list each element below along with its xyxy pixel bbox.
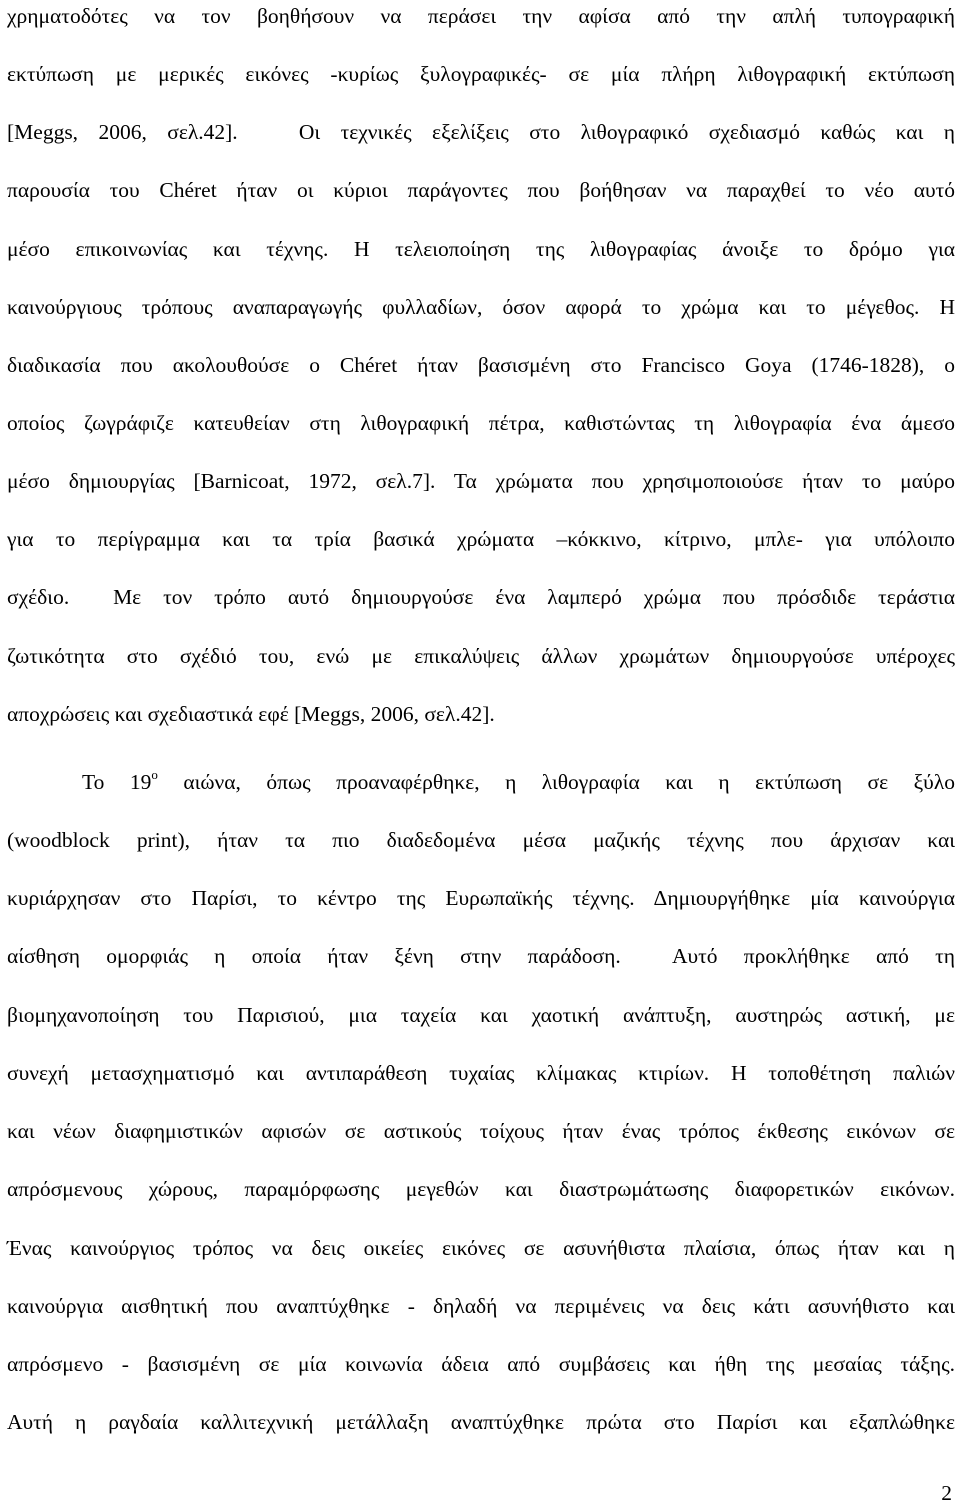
paragraph-1-line-8: οποίος ζωγράφιζε κατευθείαν στη λιθογραφική πέτρα, καθιστώντας τη λιθογραφία ένα άμεσο — [7, 411, 955, 435]
paragraph-1-line-6: καινούργιους τρόπους αναπαραγωγής φυλλαδίων, όσον αφορά το χρώμα και το μέγεθος. Η — [7, 295, 955, 319]
paragraph-1-line-3: [Meggs, 2006, σελ.42]. Οι τεχνικές εξελίξεις στο λιθογραφικό σχεδιασμό καθώς και η — [7, 120, 955, 144]
paragraph-1-line-7: διαδικασία που ακολουθούσε ο Chéret ήταν βασισμένη στο Francisco Goya (1746-1828), ο — [7, 353, 955, 377]
paragraph-2-line-10: καινούργια αισθητική που αναπτύχθηκε - δηλαδή να περιμένεις να δεις κάτι ασυνήθιστο και — [7, 1294, 955, 1318]
paragraph-1-line-11: σχέδιο. Με τον τρόπο αυτό δημιουργούσε ένα λαμπερό χρώμα που πρόσδιδε τεράστια — [7, 585, 955, 609]
paragraph-1-line-13: αποχρώσεις και σχεδιαστικά εφέ [Meggs, 2006, σελ.42]. — [7, 702, 495, 726]
paragraph-1-line-10: για το περίγραμμα και τα τρία βασικά χρώματα –κόκκινο, κίτρινο, μπλε- για υπόλοιπο — [7, 527, 955, 551]
paragraph-2-line-12: Αυτή η ραγδαία καλλιτεχνική μετάλλαξη αναπτύχθηκε πρώτα στο Παρίσι και εξαπλώθηκε — [7, 1410, 955, 1434]
paragraph-1-line-4: παρουσία του Chéret ήταν οι κύριοι παράγοντες που βοήθησαν να παραχθεί το νέο αυτό — [7, 178, 955, 202]
paragraph-2-lead-rest: αιώνα, όπως προαναφέρθηκε, η λιθογραφία και η εκτύπωση σε ξύλο — [157, 770, 956, 794]
paragraph-2-line-3: κυριάρχησαν στο Παρίσι, το κέντρο της Ευρωπαϊκής τέχνης. Δημιουργήθηκε μία καινούργια — [7, 886, 955, 910]
paragraph-2-line-1 — [82, 767, 955, 797]
paragraph-1-line-1: χρηματοδότες να τον βοηθήσουν να περάσει την αφίσα από την απλή τυπογραφική — [7, 4, 955, 28]
paragraph-1-line-5: μέσο επικοινωνίας και τέχνης. Η τελειοποίηση της λιθογραφίας άνοιξε το δρόμο για — [7, 237, 955, 261]
paragraph-2-line-8: απρόσμενους χώρους, παραμόρφωσης μεγεθών και διαστρωμάτωσης διαφορετικών εικόνων. — [7, 1177, 955, 1201]
paragraph-2-line-11: απρόσμενο - βασισμένη σε μία κοινωνία άδεια από συμβάσεις και ήθη της μεσαίας τάξης. — [7, 1352, 955, 1376]
paragraph-1-line-12: ζωτικότητα στο σχέδιό του, ενώ με επικαλύψεις άλλων χρωμάτων δημιουργούσε υπέροχες — [7, 644, 955, 668]
paragraph-2-line-9: Ένας καινούργιος τρόπος να δεις οικείες εικόνες σε ασυνήθιστα πλαίσια, όπως ήταν και η — [7, 1236, 955, 1260]
paragraph-1-line-2: εκτύπωση με μερικές εικόνες -κυρίως ξυλογραφικές- σε μία πλήρη λιθογραφική εκτύπωση — [7, 62, 955, 86]
page-number: 2 — [941, 1481, 952, 1505]
ordinal-superscript: ο — [151, 767, 158, 782]
paragraph-2-line-4: αίσθηση ομορφιάς η οποία ήταν ξένη στην παράδοση. Αυτό προκλήθηκε από τη — [7, 944, 955, 968]
paragraph-2-line-2: (woodblock print), ήταν τα πιο διαδεδομένα μέσα μαζικής τέχνης που άρχισαν και — [7, 828, 955, 852]
paragraph-2-line-7: και νέων διαφημιστικών αφισών σε αστικούς τοίχους ήταν ένας τρόπος έκθεσης εικόνων σε — [7, 1119, 955, 1143]
paragraph-2-line-5: βιομηχανοποίηση του Παρισιού, μια ταχεία και χαοτική ανάπτυξη, αυστηρώς αστική, με — [7, 1003, 955, 1027]
paragraph-2-line-6: συνεχή μετασχηματισμό και αντιπαράθεση τυχαίας κλίμακας κτιρίων. Η τοποθέτηση παλιών — [7, 1061, 955, 1085]
paragraph-2-lead: Το 19 — [82, 770, 152, 794]
paragraph-1-line-9: μέσο δημιουργίας [Barnicoat, 1972, σελ.7]. Τα χρώματα που χρησιμοποιούσε ήταν το μαύρο — [7, 469, 955, 493]
